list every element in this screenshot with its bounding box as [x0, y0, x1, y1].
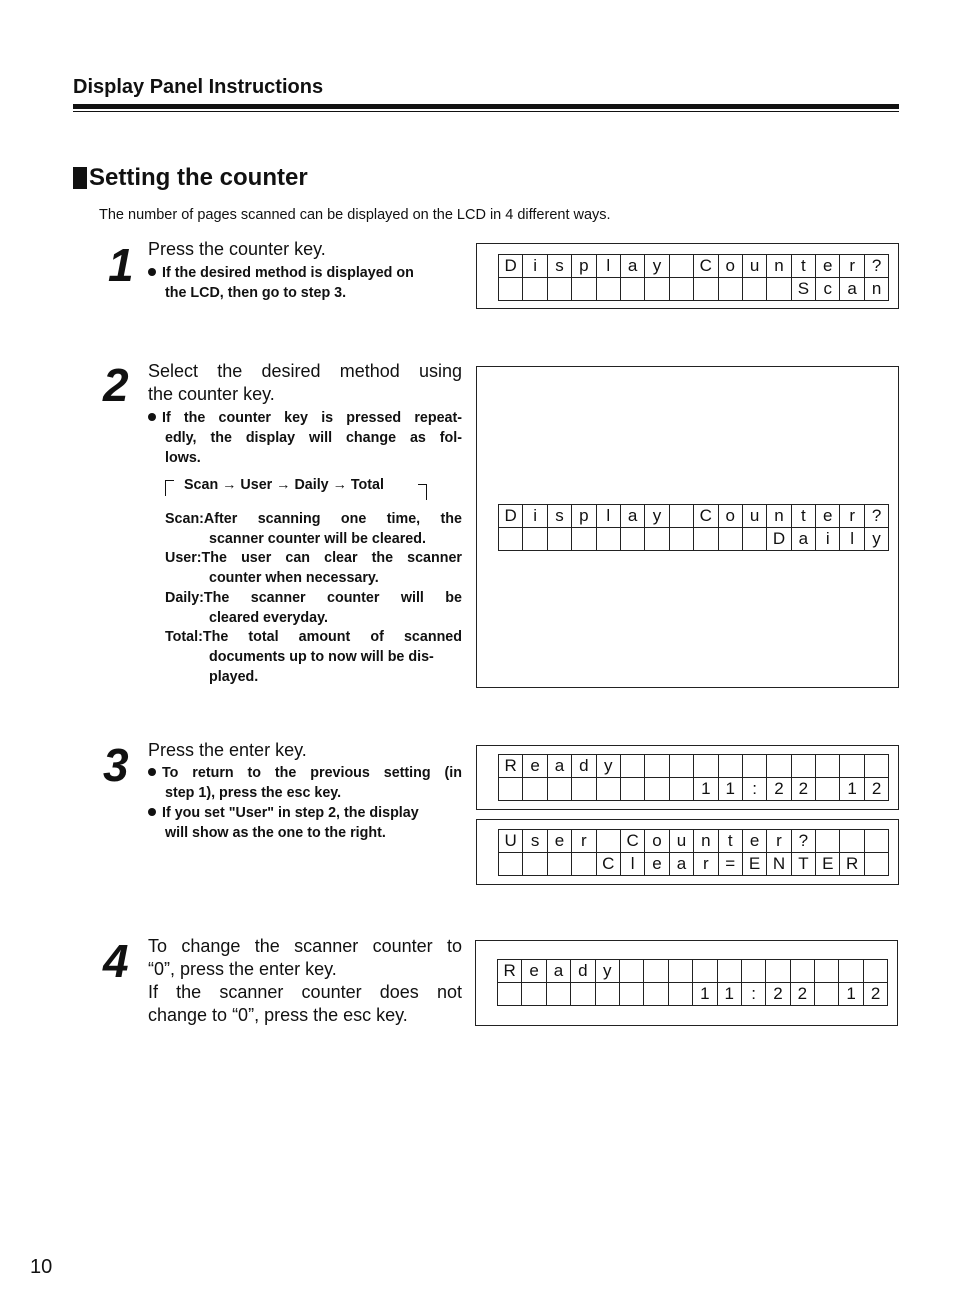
lcd-row — [499, 255, 889, 278]
lcd-cell: s — [547, 505, 571, 528]
lcd-cell — [620, 778, 644, 801]
lcd-cell — [742, 528, 766, 551]
step-2-number: 2 — [103, 359, 129, 411]
lcd-cell: u — [742, 255, 766, 278]
step-3-number: 3 — [103, 739, 129, 791]
lcd-cell — [619, 960, 643, 983]
lcd-display — [497, 959, 888, 1006]
lcd-cell — [645, 278, 669, 301]
lcd-cell — [840, 755, 864, 778]
lcd-cell — [645, 755, 669, 778]
lcd-cell: E — [816, 853, 840, 876]
counter-mode-flow: Scan → User → Daily → Total — [184, 477, 384, 493]
definition-total: Total:The total amount of scanned documents up to now will be dis- played. — [165, 629, 462, 685]
lcd-cell — [546, 983, 570, 1006]
lcd-cell: n — [864, 278, 888, 301]
lcd-cell: 2 — [791, 778, 815, 801]
lcd-cell — [523, 278, 547, 301]
lcd-cell: y — [864, 528, 888, 551]
lcd-row — [499, 505, 889, 528]
lcd-cell: 1 — [839, 983, 863, 1006]
lcd-cell — [668, 960, 692, 983]
lcd-cell: r — [767, 830, 791, 853]
lcd-cell: 2 — [864, 778, 888, 801]
lcd-cell: C — [694, 505, 718, 528]
lcd-row — [498, 983, 888, 1006]
lcd-cell: e — [523, 755, 547, 778]
lcd-display — [498, 829, 889, 876]
lcd-cell: ? — [864, 255, 888, 278]
lcd-row — [499, 830, 889, 853]
lcd-cell — [717, 960, 741, 983]
lcd-cell: e — [816, 505, 840, 528]
lcd-cell — [523, 853, 547, 876]
lcd-cell: U — [499, 830, 523, 853]
lcd-cell — [620, 528, 644, 551]
step-3-bullet-2: If you set "User" in step 2, the display will show as the one to the right. — [148, 803, 462, 843]
step-2-bullet: If the counter key is pressed repeat- edly, the display will change as fol- lows. — [148, 408, 462, 468]
lcd-cell: D — [499, 255, 523, 278]
lcd-cell: y — [595, 960, 619, 983]
lcd-cell: s — [547, 255, 571, 278]
lcd-cell — [596, 278, 620, 301]
lcd-cell: 1 — [718, 778, 742, 801]
lcd-cell: y — [645, 255, 669, 278]
lcd-cell: : — [741, 983, 765, 1006]
lcd-cell — [693, 960, 717, 983]
lcd-cell — [596, 778, 620, 801]
lcd-cell — [619, 983, 643, 1006]
lcd-cell — [498, 983, 522, 1006]
lcd-cell: r — [572, 830, 596, 853]
lcd-cell — [840, 830, 864, 853]
lcd-cell: a — [791, 528, 815, 551]
definition-user: User:The user can clear the scanner counter when necessary. — [165, 550, 462, 587]
lcd-cell — [864, 853, 888, 876]
lcd-cell — [499, 853, 523, 876]
lcd-cell — [499, 528, 523, 551]
section-marker — [73, 167, 87, 189]
lcd-row — [499, 778, 889, 801]
lcd-cell: l — [840, 528, 864, 551]
lcd-cell — [596, 830, 620, 853]
definition-scan: Scan:After scanning one time, the scanner counter will be cleared. — [165, 511, 462, 547]
lcd-cell — [644, 983, 668, 1006]
lcd-cell: i — [816, 528, 840, 551]
lcd-cell — [669, 755, 693, 778]
header-title: Display Panel Instructions — [73, 76, 324, 98]
lcd-cell: n — [767, 505, 791, 528]
lcd-cell: t — [791, 505, 815, 528]
lcd-cell: E — [742, 853, 766, 876]
lcd-cell: 1 — [693, 983, 717, 1006]
lcd-cell — [718, 528, 742, 551]
lcd-cell — [694, 528, 718, 551]
lcd-cell: a — [547, 755, 571, 778]
lcd-cell — [694, 755, 718, 778]
lcd-cell: ? — [864, 505, 888, 528]
lcd-cell — [694, 278, 718, 301]
lcd-cell: y — [645, 505, 669, 528]
section-title — [73, 164, 308, 192]
lcd-cell: o — [718, 505, 742, 528]
lcd-row — [498, 960, 888, 983]
step-3-text: Press the enter key. — [148, 740, 307, 760]
lcd-cell — [620, 755, 644, 778]
step-4-text: To change the scanner counter to “0”, press the enter key. If the scanner counter does not change to “0”, press the esc key. — [148, 936, 462, 1025]
lcd-panel-step-1 — [476, 243, 899, 309]
lcd-cell: C — [620, 830, 644, 853]
lcd-cell: 2 — [767, 778, 791, 801]
lcd-cell — [547, 778, 571, 801]
lcd-cell — [790, 960, 814, 983]
lcd-cell — [547, 278, 571, 301]
lcd-cell — [863, 960, 887, 983]
lcd-cell — [668, 983, 692, 1006]
lcd-cell — [669, 778, 693, 801]
step-1-bullet: If the desired method is displayed on the LCD, then go to step 3. — [148, 263, 462, 303]
lcd-cell — [864, 830, 888, 853]
lcd-cell — [839, 960, 863, 983]
lcd-cell: a — [620, 255, 644, 278]
lcd-cell — [718, 755, 742, 778]
lcd-cell: p — [572, 255, 596, 278]
lcd-cell: 1 — [840, 778, 864, 801]
step-2-text-line2: the counter key. — [148, 384, 275, 404]
lcd-cell: r — [694, 853, 718, 876]
section-title-text: Setting the counter — [89, 164, 308, 191]
lcd-cell: 2 — [766, 983, 790, 1006]
lcd-panel-step-3-ready — [476, 745, 899, 810]
lcd-row — [499, 528, 889, 551]
lcd-cell: c — [816, 278, 840, 301]
lcd-cell — [742, 755, 766, 778]
lcd-cell — [669, 255, 693, 278]
lcd-cell: u — [669, 830, 693, 853]
lcd-cell: l — [620, 853, 644, 876]
lcd-cell: a — [620, 505, 644, 528]
lcd-display — [498, 754, 889, 801]
lcd-cell: i — [523, 505, 547, 528]
lcd-cell — [816, 755, 840, 778]
lcd-cell — [644, 960, 668, 983]
lcd-cell: s — [523, 830, 547, 853]
header-rule-thin — [73, 111, 899, 112]
lcd-panel-step-4 — [475, 940, 898, 1026]
lcd-cell: r — [840, 255, 864, 278]
lcd-cell: 1 — [717, 983, 741, 1006]
lcd-cell: T — [791, 853, 815, 876]
lcd-cell — [572, 278, 596, 301]
lcd-cell: n — [694, 830, 718, 853]
lcd-cell: o — [645, 830, 669, 853]
lcd-cell — [767, 278, 791, 301]
definition-daily: Daily:The scanner counter will be cleared everyday. — [165, 589, 462, 626]
lcd-cell: C — [596, 853, 620, 876]
lcd-cell — [815, 960, 839, 983]
lcd-cell — [547, 853, 571, 876]
lcd-cell: S — [791, 278, 815, 301]
lcd-cell: : — [742, 778, 766, 801]
lcd-cell: e — [547, 830, 571, 853]
lcd-cell: D — [499, 505, 523, 528]
lcd-cell: l — [596, 255, 620, 278]
page-number: 10 — [30, 1256, 53, 1278]
lcd-cell — [547, 528, 571, 551]
lcd-display — [498, 254, 889, 301]
flow-bracket-right — [418, 484, 427, 500]
lcd-cell: t — [791, 255, 815, 278]
lcd-cell — [523, 528, 547, 551]
lcd-cell: R — [840, 853, 864, 876]
lcd-cell — [742, 278, 766, 301]
lcd-cell — [669, 505, 693, 528]
lcd-cell — [645, 778, 669, 801]
lcd-cell — [864, 755, 888, 778]
lcd-cell: t — [718, 830, 742, 853]
lcd-cell — [766, 960, 790, 983]
step-3-bullet-1: To return to the previous setting (in step 1), press the esc key. — [148, 763, 462, 803]
lcd-cell: 2 — [863, 983, 887, 1006]
lcd-cell: a — [669, 853, 693, 876]
lcd-cell: C — [694, 255, 718, 278]
lcd-cell — [669, 278, 693, 301]
lcd-cell: N — [767, 853, 791, 876]
lcd-cell: n — [767, 255, 791, 278]
lcd-cell — [499, 278, 523, 301]
lcd-cell: r — [840, 505, 864, 528]
lcd-cell — [522, 983, 546, 1006]
lcd-cell: o — [718, 255, 742, 278]
lcd-cell — [572, 778, 596, 801]
lcd-row — [499, 755, 889, 778]
intro-text: The number of pages scanned can be displayed on the LCD in 4 different ways. — [99, 207, 611, 223]
lcd-panel-step-3-user — [476, 819, 899, 885]
header-rule — [73, 104, 899, 109]
lcd-cell — [816, 830, 840, 853]
lcd-cell: 1 — [694, 778, 718, 801]
lcd-cell: R — [499, 755, 523, 778]
lcd-cell — [572, 853, 596, 876]
step-1-number: 1 — [108, 239, 134, 291]
lcd-cell — [499, 778, 523, 801]
lcd-cell: a — [546, 960, 570, 983]
lcd-cell: a — [840, 278, 864, 301]
lcd-cell — [816, 778, 840, 801]
lcd-cell: R — [498, 960, 522, 983]
lcd-cell: 2 — [790, 983, 814, 1006]
lcd-cell — [791, 755, 815, 778]
lcd-cell: u — [742, 505, 766, 528]
step-1-text: Press the counter key. — [148, 239, 326, 259]
lcd-cell — [645, 528, 669, 551]
lcd-cell — [815, 983, 839, 1006]
lcd-cell: d — [571, 960, 595, 983]
lcd-cell: y — [596, 755, 620, 778]
lcd-cell: D — [767, 528, 791, 551]
lcd-cell: e — [816, 255, 840, 278]
lcd-cell: e — [645, 853, 669, 876]
lcd-cell: i — [523, 255, 547, 278]
lcd-cell — [595, 983, 619, 1006]
counter-mode-definitions — [165, 510, 462, 687]
lcd-cell: e — [742, 830, 766, 853]
lcd-cell — [741, 960, 765, 983]
lcd-cell: p — [572, 505, 596, 528]
lcd-row — [499, 278, 889, 301]
lcd-cell: l — [596, 505, 620, 528]
lcd-row — [499, 853, 889, 876]
lcd-cell: = — [718, 853, 742, 876]
lcd-cell — [523, 778, 547, 801]
lcd-cell — [620, 278, 644, 301]
lcd-cell — [767, 755, 791, 778]
lcd-display — [498, 504, 889, 551]
lcd-cell: ? — [791, 830, 815, 853]
lcd-panel-step-2 — [476, 366, 899, 688]
lcd-cell — [571, 983, 595, 1006]
step-4-number: 4 — [103, 935, 129, 987]
lcd-cell — [718, 278, 742, 301]
lcd-cell — [669, 528, 693, 551]
lcd-cell — [572, 528, 596, 551]
lcd-cell — [596, 528, 620, 551]
lcd-cell: e — [522, 960, 546, 983]
flow-bracket-left — [165, 480, 174, 496]
lcd-cell: d — [572, 755, 596, 778]
step-2-text-line1: Select the desired method using — [148, 361, 462, 381]
